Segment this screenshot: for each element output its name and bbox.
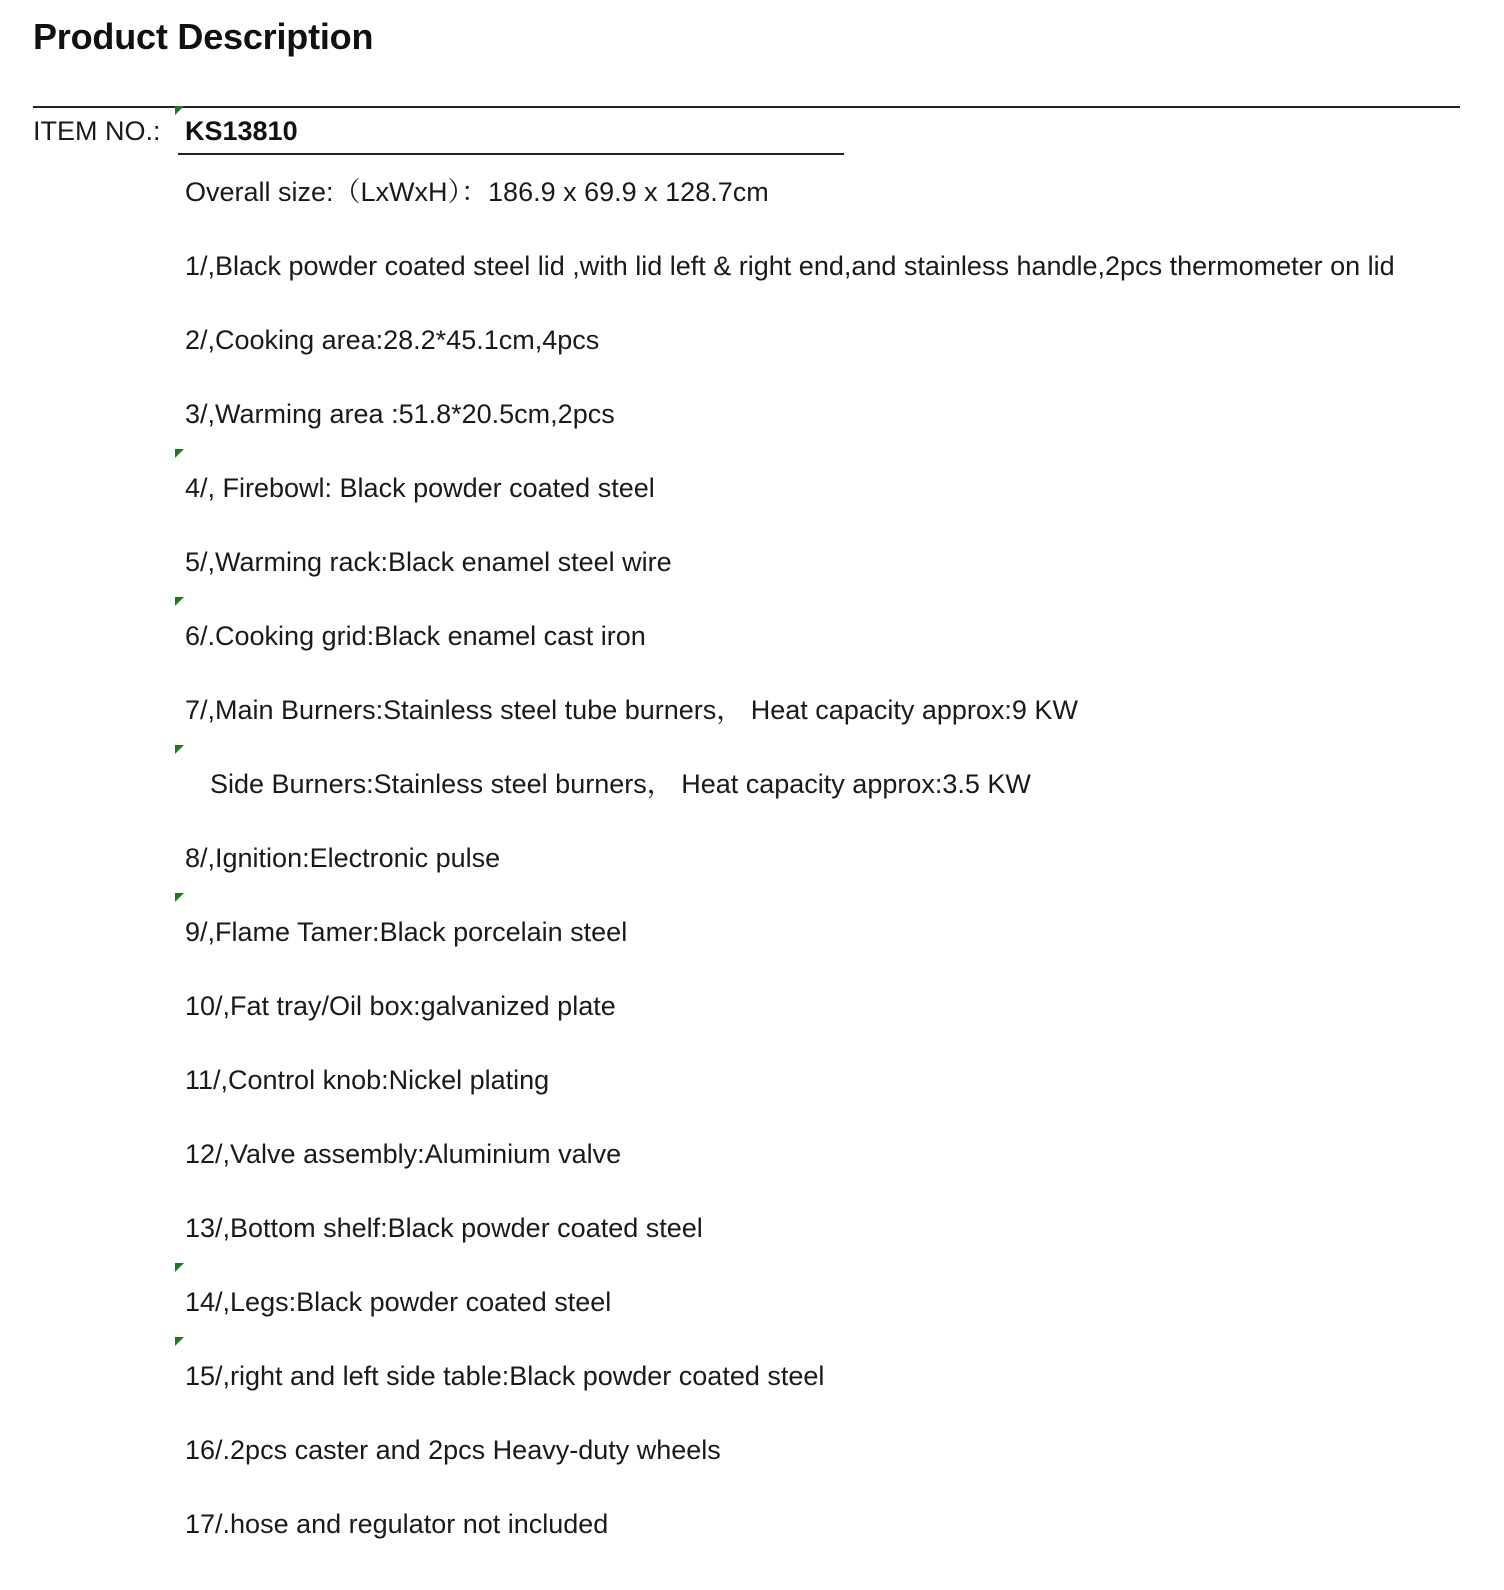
spec-line: 9/,Flame Tamer:Black porcelain steel xyxy=(185,917,628,947)
item-number-value: KS13810 xyxy=(185,116,298,146)
spec-line: 7/,Main Burners:Stainless steel tube burners， Heat capacity approx:9 KW xyxy=(185,695,1078,725)
spec-line: 16/.2pcs caster and 2pcs Heavy-duty wheels xyxy=(185,1435,721,1465)
spec-line: 13/,Bottom shelf:Black powder coated steel xyxy=(185,1213,703,1243)
spec-line: 15/,right and left side table:Black powder coated steel xyxy=(185,1361,825,1391)
spec-line: 10/,Fat tray/Oil box:galvanized plate xyxy=(185,991,616,1021)
spec-line: 3/,Warming area :51.8*20.5cm,2pcs xyxy=(185,399,615,429)
page-title: Product Description xyxy=(33,16,374,57)
spec-line: 11/,Control knob:Nickel plating xyxy=(185,1065,550,1095)
spec-line: 5/,Warming rack:Black enamel steel wire xyxy=(185,547,672,577)
spec-line: Side Burners:Stainless steel burners， Heat capacity approx:3.5 KW xyxy=(210,769,1031,799)
spec-line: 2/,Cooking area:28.2*45.1cm,4pcs xyxy=(185,325,600,355)
spec-line: 17/.hose and regulator not included xyxy=(185,1509,609,1539)
spec-line: 14/,Legs:Black powder coated steel xyxy=(185,1287,612,1317)
spec-line: 1/,Black powder coated steel lid ,with lid left & right end,and stainless handle,2pcs thermometer on lid xyxy=(185,251,1395,281)
spec-overall-size: Overall size:（LxWxH）：186.9 x 69.9 x 128.7cm xyxy=(185,177,769,207)
item-number-label: ITEM NO.: xyxy=(33,116,161,146)
spec-line: 12/,Valve assembly:Aluminium valve xyxy=(185,1139,622,1169)
spec-line: 4/, Firebowl: Black powder coated steel xyxy=(185,473,655,503)
spec-line: 8/,Ignition:Electronic pulse xyxy=(185,843,501,873)
spec-line: 6/.Cooking grid:Black enamel cast iron xyxy=(185,621,646,651)
